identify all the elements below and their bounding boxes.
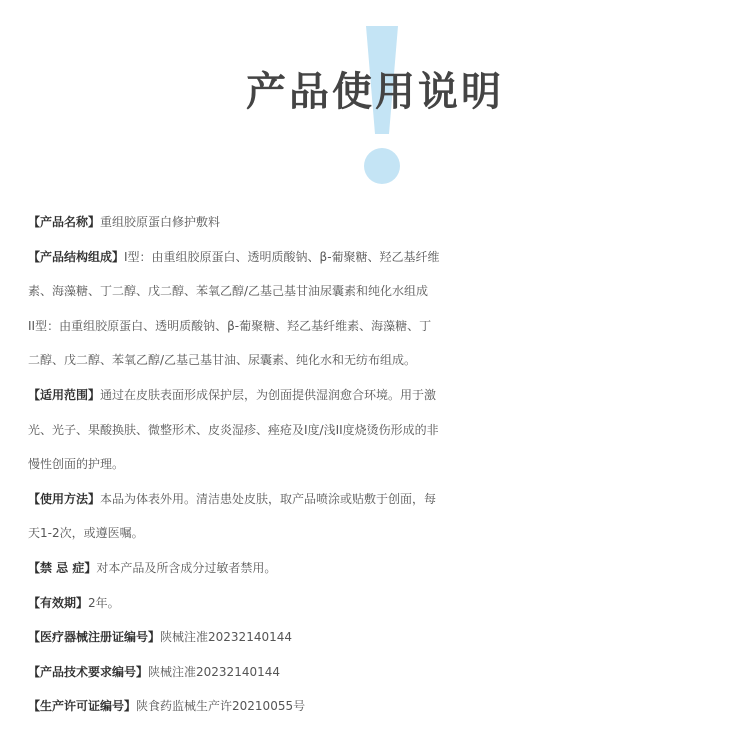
- scope-text-2: 光、光子、果酸换肤、微整形术、皮炎湿疹、痤疮及I度/浅II度烧烫伤形成的非: [28, 422, 439, 437]
- structure-text-4: 二醇、戊二醇、苯氧乙醇/乙基己基甘油、尿囊素、纯化水和无纺布组成。: [28, 353, 417, 368]
- structure-line-4: [28, 343, 728, 378]
- registration-label: 【医疗器械注册证编号】: [28, 630, 161, 645]
- scope-label: 【适用范围】: [28, 387, 101, 402]
- contraindication-text: 对本产品及所含成分过敏者禁用。: [96, 560, 277, 575]
- validity-line: [28, 586, 728, 621]
- technical-req-number: 陕械注准20232140144: [148, 664, 280, 679]
- structure-line-1: [28, 240, 728, 275]
- structure-label: 【产品结构组成】: [28, 249, 125, 264]
- contraindication-line: [28, 551, 728, 586]
- structure-text-1: I型：由重组胶原蛋白、透明质酸钠、β-葡聚糖、羟乙基纤维: [124, 249, 440, 264]
- structure-line-2: [28, 274, 728, 309]
- scope-line-2: [28, 413, 728, 448]
- production-license-number: 陕食药监械生产许20210055号: [136, 699, 306, 714]
- technical-req-label: 【产品技术要求编号】: [28, 664, 149, 679]
- contraindication-label: 【禁 忌 症】: [28, 560, 97, 575]
- structure-line-3: [28, 309, 728, 344]
- production-license-label: 【生产许可证编号】: [28, 699, 137, 714]
- product-name-value: 重组胶原蛋白修护敷料: [100, 215, 221, 229]
- usage-label: 【使用方法】: [28, 491, 101, 506]
- technical-req-line: [28, 655, 728, 690]
- product-name-line: [28, 205, 728, 240]
- usage-text-1: 本品为体表外用。清洁患处皮肤，取产品喷涂或贴敷于创面，每: [100, 491, 437, 506]
- registration-line: [28, 620, 728, 655]
- scope-line-1: [28, 378, 728, 413]
- usage-text-2: 天1-2次，或遵医嘱。: [28, 526, 144, 541]
- usage-line-1: [28, 482, 728, 517]
- validity-label: 【有效期】: [28, 595, 89, 610]
- registration-number: 陕械注准20232140144: [160, 630, 292, 645]
- validity-text: 2年。: [88, 595, 120, 610]
- scope-line-3: [28, 447, 728, 482]
- structure-text-2: 素、海藻糖、丁二醇、戊二醇、苯氧乙醇/乙基己基甘油尿囊素和纯化水组成: [28, 284, 429, 299]
- usage-line-2: [28, 516, 728, 551]
- scope-text-1: 通过在皮肤表面形成保护层，为创面提供湿润愈合环境。用于激: [100, 387, 437, 402]
- product-instructions: [28, 205, 728, 724]
- structure-text-3: II型：由重组胶原蛋白、透明质酸钠、β-葡聚糖、羟乙基纤维素、海藻糖、丁: [28, 318, 432, 333]
- exclamation-dot: [364, 148, 400, 184]
- page-title: 产品使用说明: [246, 69, 504, 115]
- scope-text-3: 慢性创面的护理。: [28, 457, 125, 472]
- product-name-label: 【产品名称】: [28, 215, 101, 229]
- production-license-line: [28, 689, 728, 724]
